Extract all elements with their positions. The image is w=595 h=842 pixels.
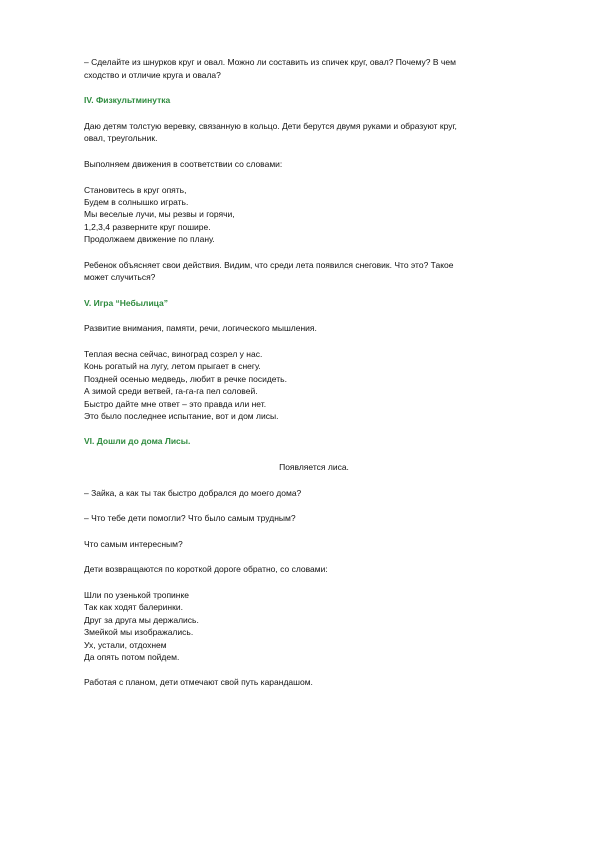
- paragraph: Развитие внимания, памяти, речи, логического мышления.: [84, 323, 317, 334]
- paragraph-line: Даю детям толстую веревку, связанную в кольцо. Дети берутся двумя руками и образуют круг,: [84, 120, 457, 131]
- poem-line: Продолжаем движение по плану.: [84, 234, 215, 245]
- paragraph: Работая с планом, дети отмечают свой путь карандашом.: [84, 677, 313, 688]
- intro-text-line: – Сделайте из шнурков круг и овал. Можно ли составить из спичек круг, овал? Почему? В чем: [84, 57, 456, 67]
- poem-line: Будем в солнышко играть.: [84, 196, 189, 207]
- poem-line: 1,2,3,4 разверните круг пошире.: [84, 221, 211, 232]
- poem-line: Шли по узенькой тропинке: [84, 589, 190, 600]
- poem-line: Ух, устали, отдохнем: [84, 639, 167, 650]
- section-heading-game: V. Игра “Небылица”: [84, 297, 168, 308]
- poem-block: [84, 589, 544, 663]
- poem-line: Быстро дайте мне ответ – это правда или нет.: [84, 398, 267, 409]
- poem-line: Это было последнее испытание, вот и дом лисы.: [84, 411, 279, 421]
- poem-line: Теплая весна сейчас, виноград созрел у нас.: [84, 348, 263, 359]
- paragraph-line: может случиться?: [84, 272, 156, 283]
- poem-line: Поздней осенью медведь, любит в речке посидеть.: [84, 373, 287, 384]
- dialogue-line: – Зайка, а как ты так быстро добрался до моего дома?: [84, 487, 302, 498]
- poem-line: А зимой среди ветвей, га-га-га пел соловей.: [84, 386, 258, 397]
- section-heading-physical-minute: IV. Физкультминутка: [84, 95, 171, 106]
- poem-block: [84, 348, 544, 422]
- poem-block: [84, 184, 544, 246]
- paragraph: Выполняем движения в соответствии со словами:: [84, 158, 283, 169]
- dialogue-line: Что самым интересным?: [84, 538, 183, 549]
- poem-line: Друг за друга мы держались.: [84, 614, 199, 625]
- document-body: [84, 56, 544, 689]
- poem-line: Змейкой мы изображались.: [84, 627, 194, 638]
- poem-line: Так как ходят балеринки.: [84, 602, 183, 613]
- dialogue-line: – Что тебе дети помогли? Что было самым трудным?: [84, 513, 296, 524]
- poem-line: Конь рогатый на лугу, летом прыгает в снегу.: [84, 361, 261, 372]
- paragraph-line: овал, треугольник.: [84, 133, 158, 144]
- paragraph-line: Ребенок объясняет свои действия. Видим, что среди лета появился снеговик. Что это? Такое: [84, 259, 454, 270]
- paragraph: Дети возвращаются по короткой дороге обратно, со словами:: [84, 564, 328, 575]
- poem-line: Да опять потом пойдем.: [84, 652, 180, 662]
- centered-line: Появляется лиса.: [279, 462, 349, 472]
- intro-text-line: сходство и отличие круга и овала?: [84, 69, 221, 80]
- poem-line: Мы веселые лучи, мы резвы и горячи,: [84, 209, 235, 220]
- section-heading-fox-house: VI. Дошли до дома Лисы.: [84, 436, 191, 447]
- poem-line: Становитесь в круг опять,: [84, 184, 187, 195]
